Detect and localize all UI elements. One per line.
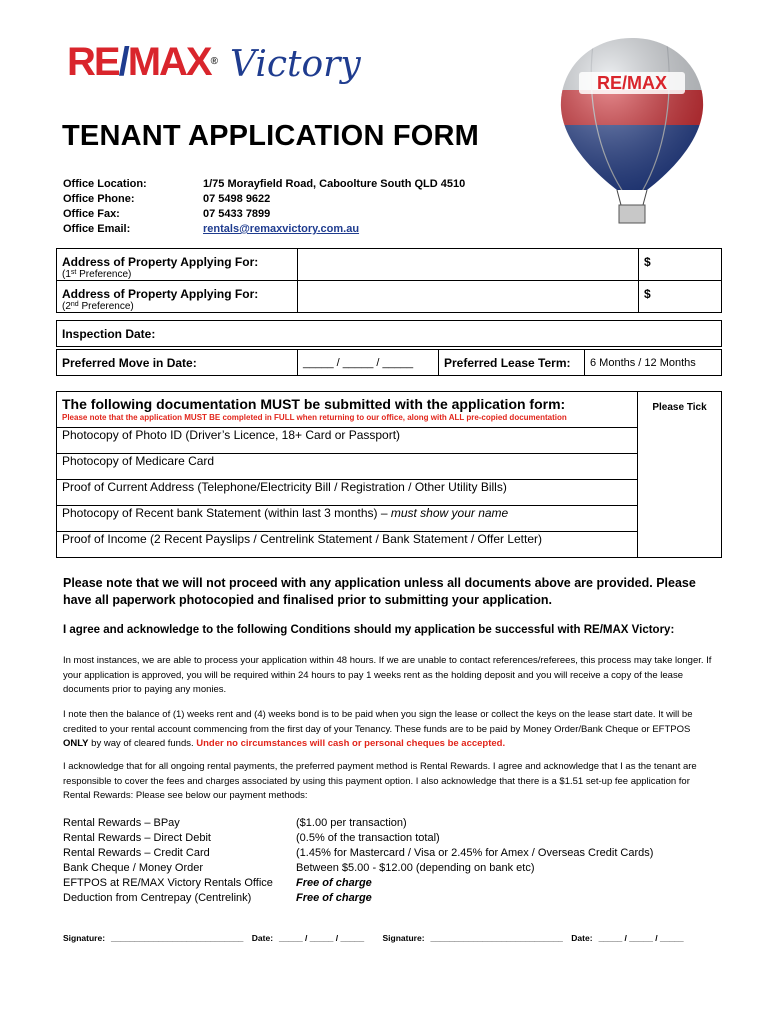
property-table (56, 248, 722, 313)
doc-medicare-card[interactable]: Photocopy of Medicare Card (57, 454, 638, 480)
doc-proof-of-address[interactable]: Proof of Current Address (Telephone/Electricity Bill / Registration / Other Utility Bills) (57, 480, 638, 506)
office-email-row (63, 222, 465, 237)
office-location-value: 1/75 Morayfield Road, Caboolture South QLD 4510 (203, 178, 466, 190)
tick-column (638, 392, 722, 558)
office-fax-row (63, 207, 465, 222)
doc-bank-statement-emph: must show your name (390, 506, 509, 520)
documents-heading: The following documentation MUST be submitted with the application form: (62, 396, 566, 412)
doc-proof-of-income[interactable]: Proof of Income (2 Recent Payslips / Centrelink Statement / Bank Statement / Offer Letter) (57, 532, 638, 558)
payment-fee: Free of charge (296, 892, 372, 904)
property-pref1-label: Address of Property Applying For: (62, 255, 259, 269)
balloon-logo-icon (555, 30, 710, 235)
payment-row (63, 876, 653, 891)
office-info (63, 177, 465, 237)
documents-heading-cell (57, 392, 638, 428)
property-pref2-rent-input[interactable] (639, 281, 722, 313)
office-fax-label: Office Fax: (63, 208, 120, 220)
svg-text:RE/MAX: RE/MAX (596, 73, 668, 93)
signature-line (63, 933, 690, 943)
date-label: Date: (251, 933, 274, 943)
property-pref2-note: (2nd Preference) (62, 301, 134, 312)
move-in-label: Preferred Move in Date: (57, 350, 298, 376)
payment-row (63, 891, 653, 906)
signature-field[interactable]: ____________________________ (430, 933, 563, 943)
office-fax-value: 07 5433 7899 (203, 208, 271, 220)
please-tick-label: Please Tick (652, 402, 707, 413)
signature-field[interactable]: ____________________________ (111, 933, 244, 943)
payment-method: Bank Cheque / Money Order (63, 862, 204, 874)
logo-brand-left: RE (67, 40, 119, 84)
payment-methods (63, 816, 653, 906)
lease-term-options[interactable]: 6 Months / 12 Months (585, 350, 722, 376)
move-in-table (56, 349, 722, 376)
property-pref1-rent-input[interactable] (639, 249, 722, 281)
property-pref1-cell (57, 249, 298, 281)
remax-logo: RE/MAX® (67, 40, 218, 84)
property-pref1-note: (1st Preference) (62, 269, 132, 280)
office-phone-label: Office Phone: (63, 193, 135, 205)
property-pref2-address-input[interactable] (298, 281, 639, 313)
doc-bank-statement[interactable] (57, 506, 638, 532)
payment-row (63, 816, 653, 831)
office-phone-value: 07 5498 9622 (203, 193, 271, 205)
payment-fee: (0.5% of the transaction total) (296, 832, 440, 844)
property-pref1-address-input[interactable] (298, 249, 639, 281)
date-label: Date: (571, 933, 593, 943)
date-field[interactable]: _____ / _____ / _____ (598, 933, 684, 943)
condition-paragraph-3: I acknowledge that for all ongoing rental payments, the preferred payment method is Rental Rewards. I agree and acknowledge that I as the tenant are responsible to cover the fees and charges associated by using this payment option. I also acknowledge that there is a $1.51 set-up fee application for Rental Rewards: Please see below our payment methods: (63, 761, 697, 801)
move-in-date-input[interactable]: _____ / _____ / _____ (298, 350, 439, 376)
office-email-link[interactable]: rentals@remaxvictory.com.au (203, 223, 360, 235)
condition-paragraph-2: I note then the balance of (1) weeks rent and (4) weeks bond is to be paid when you sign the lease or collect the keys on the lease start date. It will be credited to your rental account commencing from the first day of your Tenancy. These funds are to be paid by Money Order/Bank Cheque or EFTPOS ONLY by way of cleared funds. Under no circumstances will cash or personal cheques be accepted. (63, 709, 693, 749)
no-cash-warning: Under no circumstances will cash or personal cheques be accepted. (196, 738, 506, 749)
payment-fee: Free of charge (296, 877, 372, 889)
dollar-sign: $ (644, 287, 651, 301)
payment-row (63, 861, 653, 876)
doc-bank-statement-label: Photocopy of Recent bank Statement (within last 3 months) – (62, 506, 391, 520)
page-title: TENANT APPLICATION FORM (62, 120, 480, 152)
property-pref2-cell (57, 281, 298, 313)
payment-fee: ($1.00 per transaction) (296, 817, 407, 829)
office-location-label: Office Location: (63, 178, 147, 190)
office-phone-row (63, 192, 465, 207)
logo-brand-right: MAX (127, 40, 211, 84)
signature-label: Signature: (382, 933, 425, 943)
signature-label: Signature: (63, 933, 106, 943)
payment-method: Rental Rewards – Credit Card (63, 847, 210, 859)
payment-row (63, 846, 653, 861)
inspection-date-field[interactable] (57, 321, 722, 347)
payment-method: Deduction from Centrepay (Centrelink) (63, 892, 252, 904)
payment-row (63, 831, 653, 846)
date-field[interactable]: _____ / _____ / _____ (279, 933, 365, 943)
office-email-label: Office Email: (63, 223, 131, 235)
property-pref2-label: Address of Property Applying For: (62, 287, 259, 301)
documents-subnote: Please note that the application MUST BE completed in FULL when returning to our office, along with ALL pre-copied documentation (62, 413, 567, 422)
logo-reg: ® (210, 56, 218, 67)
conditions-heading: I agree and acknowledge to the following Conditions should my application be successful with RE/MAX Victory: (63, 624, 675, 636)
payment-method: EFTPOS at RE/MAX Victory Rentals Office (63, 877, 273, 889)
documents-warning: Please note that we will not proceed with any application unless all documents above are provided. Please have all paperwork photocopied and finalised prior to submitting your application. (63, 576, 696, 607)
payment-method: Rental Rewards – BPay (63, 817, 180, 829)
dollar-sign: $ (644, 255, 651, 269)
inspection-date-label: Inspection Date: (62, 326, 156, 341)
payment-fee: Between $5.00 - $12.00 (depending on bank etc) (296, 862, 535, 874)
documents-table (56, 391, 722, 558)
doc-photo-id[interactable]: Photocopy of Photo ID (Driver’s Licence, 18+ Card or Passport) (57, 428, 638, 454)
logo-victory-text: Victory (230, 44, 361, 85)
office-location-row (63, 177, 465, 192)
lease-term-label: Preferred Lease Term: (439, 350, 585, 376)
condition-paragraph-1: In most instances, we are able to process your application within 48 hours. If we are unable to contact references/referees, this process may take longer. If your application is approved, you will be required within 24 hours to pay 1 weeks rent as the holding deposit and you will receive a copy of the lease documents prior to paying any monies. (63, 655, 712, 695)
inspection-table (56, 320, 722, 347)
payment-fee: (1.45% for Mastercard / Visa or 2.45% for Amex / Overseas Credit Cards) (296, 847, 654, 859)
payment-method: Rental Rewards – Direct Debit (63, 832, 211, 844)
